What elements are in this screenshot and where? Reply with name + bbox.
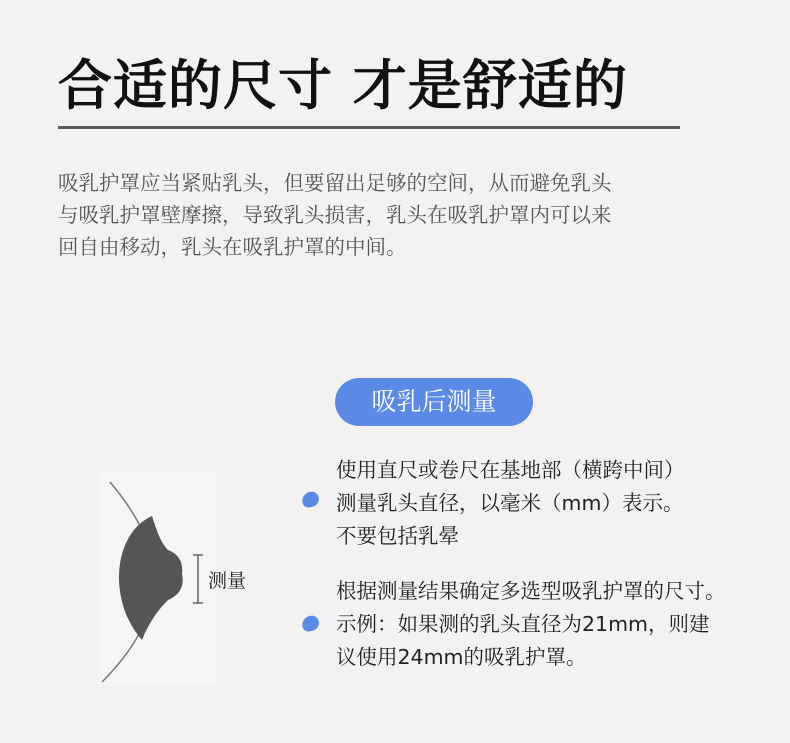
intro-line: 吸乳护罩应当紧贴乳头，但要留出足够的空间，从而避免乳头 (58, 171, 612, 195)
note-line: 不要包括乳晕 (336, 524, 459, 548)
intro-line: 与吸乳护罩壁摩擦，导致乳头损害，乳头在吸乳护罩内可以来 (58, 203, 612, 227)
note-measure-instructions (336, 454, 685, 553)
intro-paragraph (58, 167, 688, 263)
note-line: 根据测量结果确定多选型吸乳护罩的尺寸。 (336, 579, 726, 603)
page-title: 合适的尺寸 才是舒适的 (58, 54, 628, 117)
intro-line: 回自由移动，乳头在吸乳护罩的中间。 (58, 235, 407, 259)
nipple-measurement-diagram (90, 470, 320, 690)
measure-after-pumping-badge: 吸乳后测量 (335, 378, 533, 426)
note-size-example (336, 575, 726, 674)
title-divider (58, 126, 680, 129)
measure-label: 测量 (208, 570, 247, 592)
note-line: 使用直尺或卷尺在基地部（横跨中间） (336, 458, 685, 482)
note-line: 议使用24mm的吸乳护罩。 (336, 645, 587, 669)
note-line: 示例：如果测的乳头直径为21mm，则建 (336, 612, 710, 636)
note-line: 测量乳头直径，以毫米（mm）表示。 (336, 491, 684, 515)
